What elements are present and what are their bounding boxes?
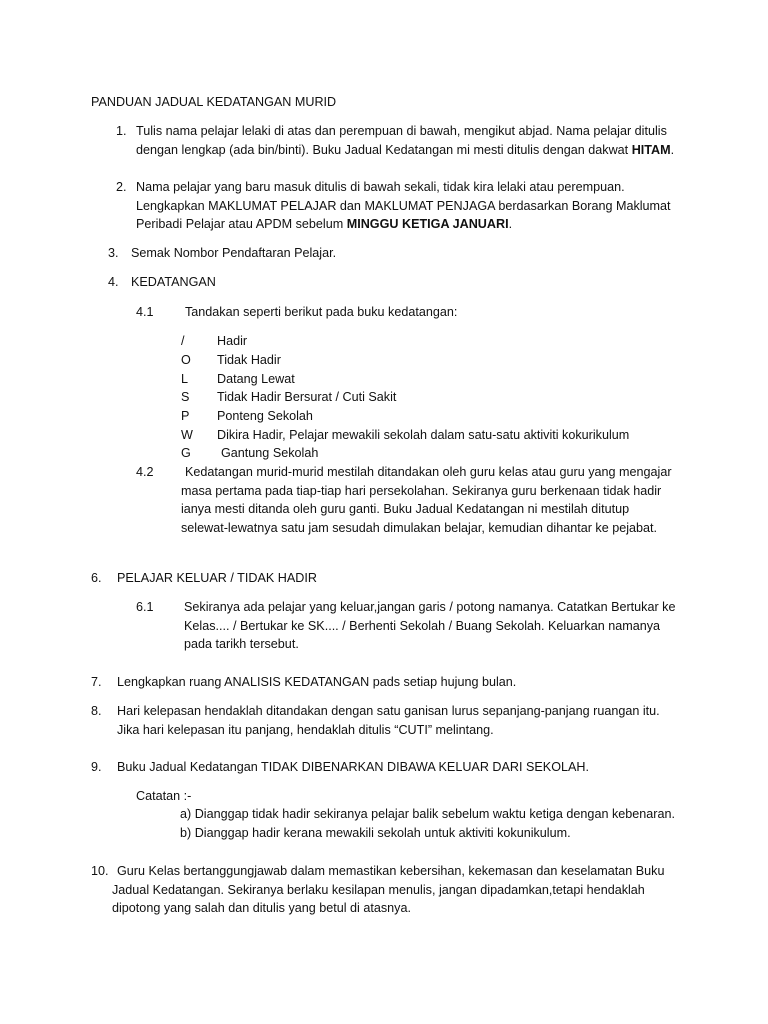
legend-symbol: L [181,372,189,386]
subitem-6-1-line-3: pada tarikh tersebut. [184,637,299,651]
item-1-line-2: dengan lengkap (ada bin/binti). Buku Jadual Kedatangan mi mesti ditulis dengan dakwat HITAM. [136,142,675,157]
legend-description: Hadir [217,334,248,348]
item-9-number: 9. [91,760,102,774]
item-1-number: 1. [116,124,127,138]
subitem-6-1-number: 6.1 [136,600,154,614]
legend-symbol: W [181,428,193,442]
item-8-line-2: Jika hari kelepasan itu panjang, hendaklah ditulis “CUTI” melintang. [117,722,494,737]
item-9-text: Buku Jadual Kedatangan TIDAK DIBENARKAN DIBAWA KELUAR DARI SEKOLAH. [117,760,590,774]
legend-description: Tidak Hadir [217,353,281,367]
subitem-4-2-line-2: masa pertama pada tiap-tiap hari persekolahan. Sekiranya guru berkenaan tidak hadir [181,483,662,498]
legend-description: Ponteng Sekolah [217,409,313,423]
item-2-text [136,178,671,234]
item-2-line-1: Nama pelajar yang baru masuk ditulis di bawah sekali, tidak kira lelaki atau perempuan. [136,180,625,194]
note-label: Catatan :- [136,789,192,803]
legend-description: Tidak Hadir Bersurat / Cuti Sakit [217,390,397,404]
subitem-4-2-line-4: selewat-lewatnya satu jam sesudah dimulakan belajar, kemudian dihantar ke pejabat. [181,520,658,535]
subitem-4-2-line-3: ianya mesti ditanda oleh guru ganti. Buku Jadual Kedatangan ni mestilah ditutup [181,502,630,516]
item-2-line-3: Peribadi Pelajar atau APDM sebelum MINGGU KETIGA JANUARI. [136,217,513,231]
document-title: PANDUAN JADUAL KEDATANGAN MURID [91,95,337,109]
legend-description: Dikira Hadir, Pelajar mewakili sekolah dalam satu-satu aktiviti kokurikulum [217,428,630,442]
subitem-6-1-line-1: Sekiranya ada pelajar yang keluar,jangan garis / potong namanya. Catatkan Bertukar ke [184,600,676,614]
item-8-line-1: Hari kelepasan hendaklah ditandakan dengan satu ganisan lurus sepanjang-panjang ruangan itu. [117,704,660,718]
legend-symbol: P [181,409,190,423]
subitem-6-1-text [184,598,675,654]
legend-symbol: / [181,334,185,348]
item-10-line-1: Guru Kelas bertanggungjawab dalam memastikan kebersihan, kekemasan dan keselamatan Buku [117,864,665,878]
item-1-text [136,122,674,159]
note-a: a) Dianggap tidak hadir sekiranya pelajar balik sebelum waktu ketiga dengan kebenaran. [180,807,675,821]
item-2-number: 2. [116,180,127,194]
item-4-number: 4. [108,275,119,289]
item-2-line-2: Lengkapkan MAKLUMAT PELAJAR dan MAKLUMAT PENJAGA berdasarkan Borang Maklumat [136,198,671,213]
item-3-number: 3. [108,246,119,260]
item-2-emphasis: MINGGU KETIGA JANUARI [346,217,509,231]
item-1-line-1: Tulis nama pelajar lelaki di atas dan perempuan di bawah, mengikut abjad. Nama pelajar ditulis [136,124,667,138]
subitem-4-2-line-1: Kedatangan murid-murid mestilah ditandakan oleh guru kelas atau guru yang mengajar [185,465,672,479]
item-7-number: 7. [91,675,102,689]
legend-symbol: G [181,446,191,460]
subitem-4-2-number: 4.2 [136,465,154,479]
legend-description: Datang Lewat [217,372,295,386]
item-10-text [112,862,664,918]
legend-description: Gantung Sekolah [221,446,319,460]
item-8-text [117,702,660,739]
item-10-line-2: Jadual Kedatangan. Sekiranya berlaku kesilapan menulis, jangan dipadamkan,tetapi hendaklah [112,882,645,897]
subitem-4-1-text: Tandakan seperti berikut pada buku kedatangan: [185,305,458,319]
item-6-heading: PELAJAR KELUAR / TIDAK HADIR [117,571,317,585]
item-7-text: Lengkapkan ruang ANALISIS KEDATANGAN pads setiap hujung bulan. [117,675,517,689]
item-10-line-3: dipotong yang salah dan ditulis yang betul di atasnya. [112,901,411,915]
item-6-number: 6. [91,571,102,585]
subitem-6-1-line-2: Kelas.... / Bertukar ke SK.... / Berhenti Sekolah / Buang Sekolah. Keluarkan namanya [184,618,661,633]
item-4-heading: KEDATANGAN [131,275,216,289]
item-3-text: Semak Nombor Pendaftaran Pelajar. [131,246,337,260]
legend-symbol: O [181,353,191,367]
legend-symbol: S [181,390,190,404]
subitem-4-1-number: 4.1 [136,305,154,319]
item-10-number: 10. [91,864,109,878]
subitem-4-2-text [181,463,672,537]
item-1-emphasis: HITAM [631,142,671,157]
item-8-number: 8. [91,704,102,718]
note-b: b) Dianggap hadir kerana mewakili sekolah untuk aktiviti kokunikulum. [180,826,571,840]
